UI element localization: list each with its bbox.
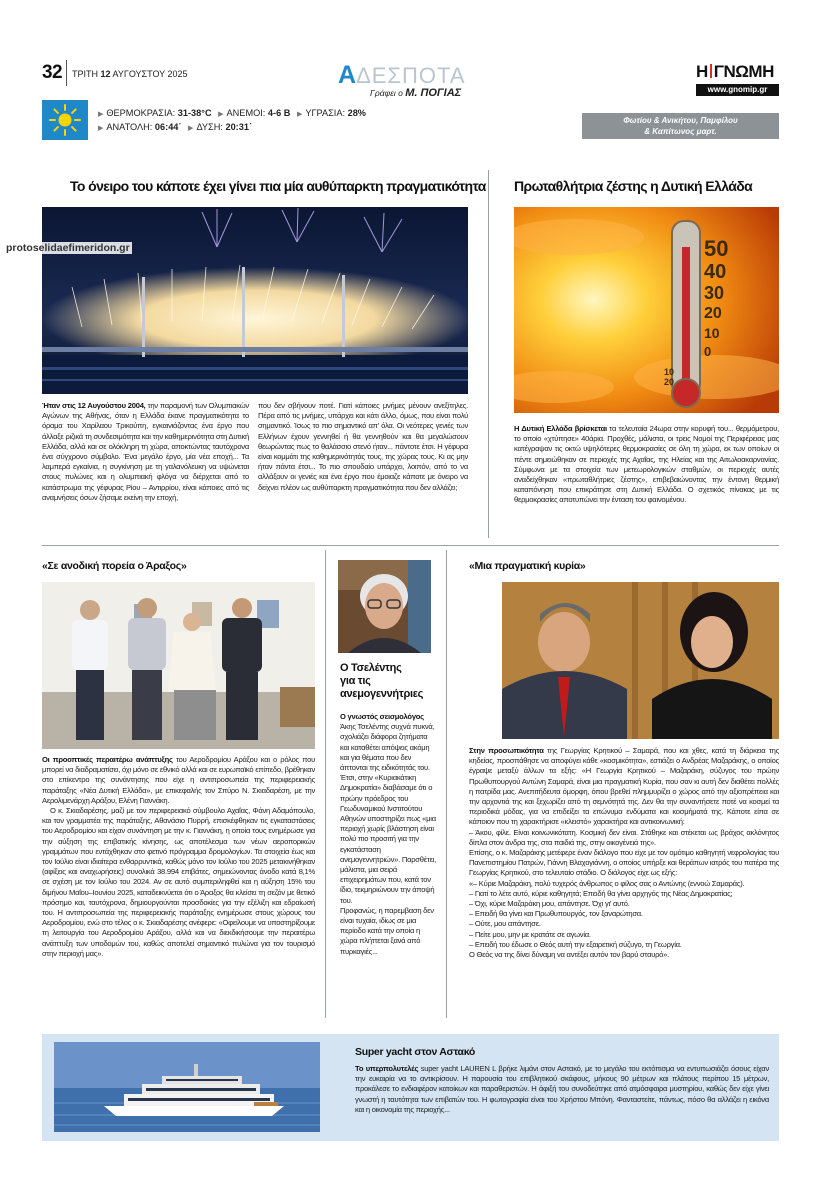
samaras-couple-photo: [502, 582, 779, 739]
divider-mid-left: [325, 550, 326, 1018]
tselentis-body: Ο γνωστός σεισμολόγος Άκης Τσελέντης συχνά πυκνά, σχολιάζει διάφορα ζητήματα και καταθέτει απόψεις ακόμη και για θέματα που δεν άπτονται της ειδικότητάς του. Έτσι, στην «Κυριακάτικη Δημοκρατία» διαβάσαμε ότι ο πρώην πρόεδρος του Γεωδυναμικού Ινστιτούτου Αθηνών υποστηρίζει πως «μια περιοχή χωρίς βλάστηση είναι πολύ πιο προσιτή για την εγκατάσταση ανεμογεννητριών». Παρσθέτει, μάλιστα, μια σειρά επιχειρημάτων που, κατά τον ίδιο, τεκμηριώνουν την άποψή του. Προφανώς, η παρεμβαση δεν είναι τυχαία, ιδίως σε μια περίοδο κατά την οποία η χώρα πλήττεται ξανά από πυρκαγιές...: [340, 712, 437, 956]
issue-date: ΤΡΙΤΗ 12 ΑΥΓΟΥΣΤΟΥ 2025: [72, 69, 188, 79]
website-badge: www.gnomip.gr: [696, 84, 779, 96]
sun-icon: [42, 100, 88, 140]
araxos-title: «Σε ανοδική πορεία ο Άραξος»: [42, 560, 187, 572]
yacht-photo: [54, 1042, 320, 1132]
yacht-title: Super yacht στον Αστακό: [355, 1046, 476, 1058]
divider-middle: [42, 545, 779, 546]
heat-body: Η Δυτική Ελλάδα βρίσκεται τα τελευταία 24ωρα στην κορυφή του... θερμόμετρου, το οποίο «χτύπησε» 40άρια. Προχθές, μάλιστα, οι τρεις Νομοί της Περιφέρειας μας κατέγραψαν τις οκτώ υψηλότερες θερμοκρασίες σε όλη τη χώρα, εκ των οποίων οι πέντε σημειώθηκαν σε περιοχές της Αχαΐας, της Ηλείας και της Αιτωλοακαρνανίας. Σύμφωνα με τα στοιχεία των μετεωρολογικών σταθμών, οι περιοχές αυτές αναδείχθηκαν «πρωταθλήτριες ζέστης», επιβεβαιώνοντας την έντονη θερμική καταπόνηση που επικράτησε στη Δυτική Ελλάδα. Ο σχετικός πίνακας με τις θερμοκρασίες αποτυπώνει την ένταση του φαινομένου.: [514, 424, 779, 505]
section-title-initial: Α: [338, 61, 357, 89]
araxos-body: Οι προοπτικές περαιτέρω ανάπτυξης του Αεροδρομίου Αράξου και ο ρόλος που μπορεί να διαδραματίσει, όχι μόνο σε εθνικό αλλά και σε ευρωπαϊκό επίπεδο, βρέθηκαν στο επίκεντρο της συνάντησης που είχε η αντιπροσωπεία της περιφερειακής παράταξης «Νέα Δυτική Ελλάδα», με επικεφαλής τον Σπύρο Ν. Σκιαδαρέση, με την Αερολιμενάρχη Αράξου, Ελένη Γιαννάκη. Ο κ. Σκιαδαρέσης, μαζί με τον περιφερειακό σύμβουλο Αχαΐας, Φάνη Αδαμόπουλο, και τον γραμματέα της παράταξης, Αθανάσιο Πυρρή, επισκέφθηκαν τις εγκαταστάσεις του Αεροδρομίου και είχαν συνάντηση με την κ. Γιαννάκη, η οποία τους ενημέρωσε για την αύξηση της επιβατικής κίνησης, ως αποτέλεσμα των νέων αεροπορικών γραμμάτων που εντάχθηκαν στο φετινό πρόγραμμα δρομολογίων. Τα στοιχεία έως και τον Ιούλιο είναι ιδιαίτερα ενθαρρυντικά, καθώς μόνο τον Ιούλιο του 2025 μετακινήθηκαν (αφίξεις και αναχωρήσεις) συνολικά 38.994 επιβάτες, σημειώνοντας άνοδο κατά 8,1% σε σχέση με τον Ιούλιο του 2024. Αν σε αυτό συμπεριληφθεί και η αύξηση 15% του διμήνου Μαΐου–Ιουνίου 2025, καταδεικνύεται ότι ο Άραξος θα κλείσει τη σεζόν με θετικό πρόσημο και, ταυτόχρονα, δημιουργούνται προσδοκίες για την εξέλιξη και εδραίωσή του. Η αντιπροσωπεία της περιφερειακής παράταξης ενημέρωσε στους χώρους του Αεροδρομίου, ενώ στο τέλος ο κ. Σκιαδαρέσης ανέφερε: «Οφείλουμε να υποστηρίξουμε τη λειτουργία του Αεροδρομίου Αράξου, αλλά και να διεκδικήσουμε την περαιτέρω ανάπτυξη των υποδομών του, καθώς αποτελεί σημαντικό πυλώνα για τον τουρισμό στην περιοχή μας».: [42, 755, 315, 958]
header-divider: [66, 60, 67, 86]
page-number: 32: [42, 62, 62, 83]
thermometer-photo: [514, 207, 779, 413]
bridge-fireworks-photo: [42, 207, 468, 394]
heat-headline: Πρωταθλήτρια ζέστης η Δυτική Ελλάδα: [514, 178, 753, 194]
araxos-meeting-photo: [42, 582, 315, 749]
section-title-rest: ΔΕΣΠΟΤΑ: [356, 63, 466, 88]
bridge-headline: Το όνειρο του κάποτε έχει γίνει πια μία αυθύπαρκτη πραγματικότητα: [70, 178, 486, 194]
weather-row-1: ▶ ΘΕΡΜΟΚΡΑΣΙΑ: 31-38°C ▶ ΑΝΕΜΟΙ: 4-6 Β ▶ ΥΓΡΑΣΙΑ: 28%: [98, 108, 366, 118]
saints-of-day: Φωτίου & Ανικήτου, Παμφίλου & Καπίτωνος μαρτ.: [582, 113, 779, 139]
tselentis-title: Ο Τσελέντης για τις ανεμογεννήτριες: [340, 662, 424, 700]
bridge-body-col2: που δεν σβήνουν ποτέ. Γιατί κάποιες μνήμες μένουν ανεξίτηλες. Πέρα από τις μνήμες, υπάρχει και κάτι άλλο, όμως, που είναι πολύ σημαντικό. Ίσως το πιο σημαντικό απ' όλα. Οι νεότερες γενιές των Ελλήνων έχουν γεννηθεί ή θα γεννηθούν και θα μεγαλώσουν θεωρώντας πως το θαλάσσιο στενό ήταν... πάντοτε έτσι. Η γέφυρα είναι κομμάτι της καθημερινότητάς τους, της χώρας τους. Κι ας μην ήταν πάντα έτσι... Το πιο σπουδαίο υπάρχει, λοιπόν, από το να αλλάξουν οι γενιές και ένα έργο που έμοιαζε κάποτε με όνειρο να δείχνει πλέον ως αυθύπαρκτη πραγματικότητα που δεν αλλάζει;: [258, 401, 468, 492]
samaras-body: Στην προσωπικότητα της Γεωργίας Κρητικού – Σαμαρά, που και χθες, κατά τη διάρκεια της κηδείας, προσπάθησε να αποφύγει κάθε «κοσμικότητα», εστιάζει ο Ανδρέας Μαζαράκης, ο οποίος έγραψε μεταξύ άλλων τα εξής: «Η Γεωργία Κρητικού – Μαζαράκη, σύζυγος του πρώην Πρωθυπουργού Αντώνη Σαμαρά, είναι μια πραγματική Κυρία, που σαν κι αυτή δεν διαθέτει πολλές η πατρίδα μας. Ανεπιτήδευτα όμορφη, όπου βρεθεί πλημμυρίζει ο χώρος από την αξιοπρέπεια και την αρχοντιά της και ξεχωρίζει από τη σεμνότητά της. Δεν θα την συναντήσετε ποτέ να κοσμεί τα περιοδικά μόδας, για να επιδείξει τα επώνυμα ενδύματα και κοσμήματά της. Κάποτε είπα σε κάποιον που τη χαρακτήρισε «κλειστό» χαρακτήρα και αντικοινωνική: – Άκου, φίλε. Είναι κοινωνικότατη. Κοσμική δεν είναι. Στάθηκε και στέκεται ως βράχος ακλόνητος δίπλα στον άνδρα της, στα παιδιά της, στην οικογένειά της». Επίσης, ο κ. Μαζαράκης μετέφερε έναν διάλογο που είχε με τον ομότιμο καθηγητή νεφρολογίας του Πανεπιστημίου Πατρών, Γιάννη Βλαχογιάννη, ο οποίος υπήρξε και θεράπων ιατρός του πατέρα της Γεωργίας Κρητικού, στο τελευταίο στάδιο. Ο διάλογος είχε ως εξής: «– Κύριε Μαζαράκη, πολύ τυχερός άνθρωπος ο φίλος σας ο Αντώνης (εννοώ Σαμαράς). – Γιατί το λέτε αυτό, κύριε καθηγητά; Επειδή θα γίνει αρχηγός της Νέας Δημοκρατίας; – Όχι, κύριε Μαζαράκη μου, απάντησε. Όχι γι' αυτό. – Επειδή θα γίνει και Πρωθυπουργός, τον ξαναρώτησα. – Ούτε, μου απάντησε. – Πείτε μου, μην με κρατάτε σε αγωνία. – Επειδή του έδωσε ο Θεός αυτή την εξαιρετική σύζυγο, τη Γεωργία. Ο Θεός να της δίνει δύναμη να αντέξει αυτόν τον βαρύ σταυρό».: [469, 746, 779, 960]
tselentis-portrait-photo: [338, 560, 431, 653]
watermark: protoselidaefimeridon.gr: [6, 242, 130, 254]
section-title: [338, 61, 466, 90]
thermometer-scale-low: 10 20: [664, 367, 675, 387]
yacht-box: [42, 1034, 779, 1141]
weather-row-2: ▶ ΑΝΑΤΟΛΗ: 06:44΄ ▶ ΔΥΣΗ: 20:31΄: [98, 122, 253, 132]
divider-top-columns: [488, 170, 489, 538]
columnist-byline: Γράφει ο Μ. ΠΟΓΙΑΣ: [370, 87, 462, 99]
divider-mid-right: [446, 550, 447, 1018]
samaras-title: «Μια πραγματική κυρία»: [469, 560, 586, 572]
thermometer-scale: 50 40 30 20 10 0: [704, 236, 729, 359]
weather-bar: [42, 100, 779, 140]
newspaper-logo: Η ΓΝΩΜΗ: [696, 62, 774, 81]
yacht-body: Το υπερπολυτελές super yacht LAUREN L βρήκε λιμάνι στον Αστακό, με το μεγάλο του εκτόπισμα να εντυπωσιάζει όσους είχαν την ευκαιρία να το αντικρίσουν. Η παρουσία του επιβλητικού σκάφους, μήκους 90 μέτρων και πλάτους περίπου 15 μέτρων, προκάλεσε το ενδιαφέρον κατοίκων και παραθεριστών. Η άφιξή του συνοδεύτηκε από ατμόσφαιρα μυστηρίου, καθώς δεν είχε γίνει γνωστή η ταυτότητα των επιβατών του. Η φωτογραφία είναι του Χρήστου Μπόνη. Φανταστείτε, πάντως, πόσο θα αλλάζει η εικόνα και η οικονομία της περιοχής...: [355, 1064, 769, 1114]
bridge-body-col1: Ήταν στις 12 Αυγούστου 2004, την παραμονή των Ολυμπιακών Αγώνων της Αθήνας, όταν η Ελλάδα έκανε πραγματικότητα το όραμα του Χαρίλαου Τρικούπη, εγκαινιάζοντας ένα έργο που άλλαξε ριζικά τη συνδεσιμότητα και την καθημερινότητα στη Δυτική Ελλάδα, αλλά και σε ολόκληρη τη χώρα, αποκτώντας ταυτόχρονα ένα σύγχρονο σύμβολο. Ένα μεγάλο έργο, μία νέα εποχή... Τα λαμπερά εγκαίνια, η συγκίνηση με τη γαλανόλευκη να υψώνεται στους πυλώνες και η ολυμπιακή φλόγα να διέρχεται από το κατάστρωμα της γέφυρας Ρίου – Αντιρρίου, είναι κάποιες από τις αναμνήσεις όσων ζήσαμε εκείνη την εποχή,: [42, 401, 249, 502]
page-header: [0, 0, 822, 99]
